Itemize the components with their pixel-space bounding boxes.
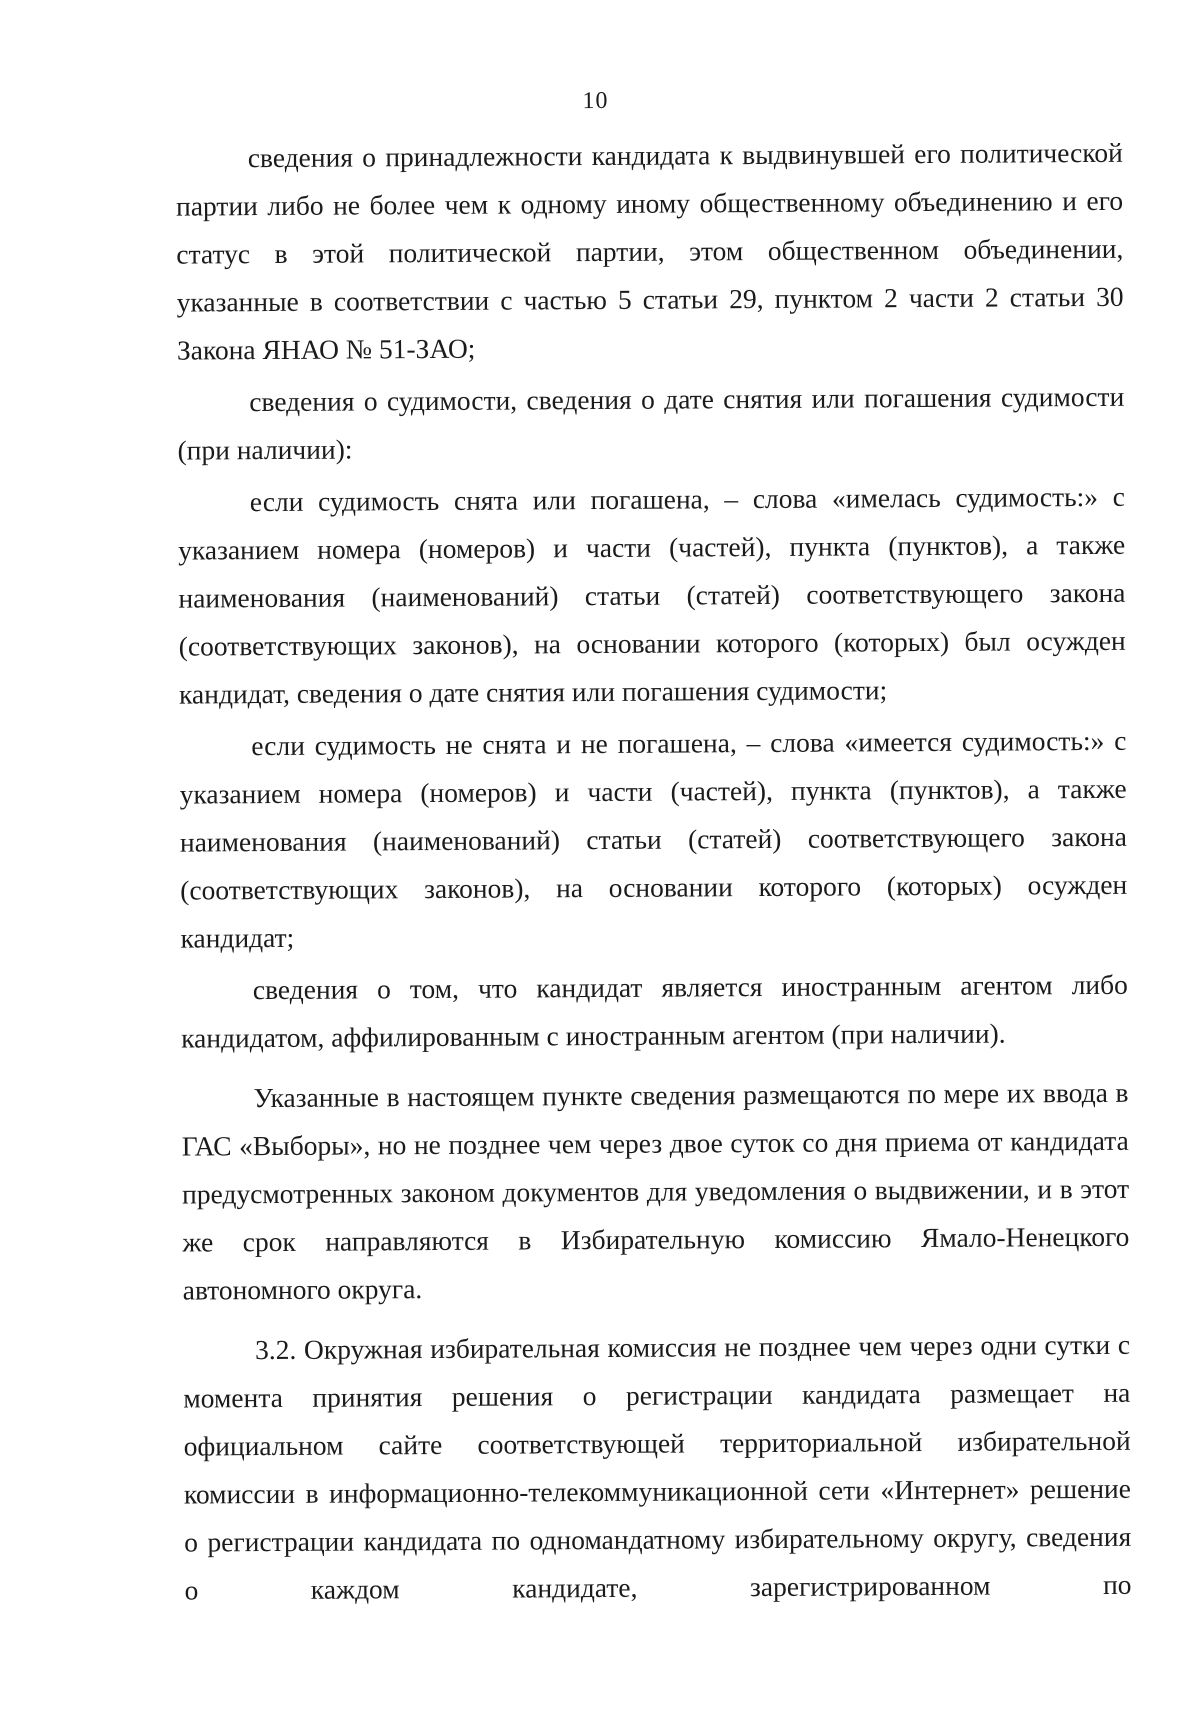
paragraph-foreign-agent: сведения о том, что кандидат является иностранным агентом либо кандидатом, аффилированным с иностранным агентом (при наличии). [181,968,1128,1054]
paragraph-section-3-2: 3.2. Окружная избирательная комиссия не позднее чем через одни сутки с момента принятия решения о регистрации кандидата размещает на официальном сайте соответствующей территориальной избирательной комиссии в информационно-телекоммуникационной сети «Интернет» решение о регистрации кандидата по одномандатному избирательному округу, сведения о каждом кандидате, зарегистрированном по [183,1328,1132,1606]
paragraph-record-expunged: если судимость снята или погашена, – слова «имелась судимость:» с указанием номера (номеров) и части (частей), пункта (пунктов), а также наименования (наименований) статьи (статей) соответствующего закона (соответствующих законов), на основании которого (которых) был осужден кандидат, сведения о дате снятия или погашения судимости; [178,480,1126,710]
document-body [176,129,1132,1619]
paragraph-party-affiliation: сведения о принадлежности кандидата к выдвинувшей его политической партии либо не более чем к одному иному общественному объединению и его статус в этой политической партии, этом общественном объединении, указанные в соответствии с частью 5 статьи 29, пунктом 2 части 2 статьи 30 Закона ЯНАО № 51-ЗАО; [175,136,1124,366]
paragraph-publication-terms: Указанные в настоящем пункте сведения размещаются по мере их ввода в ГАС «Выборы», но не позднее чем через двое суток со дня приема от кандидата предусмотренных законом документов для уведомления о выдвижении, и в этот же срок направляются в Избирательную комиссию Ямало-Ненецкого автономного округа. [181,1076,1130,1306]
paragraph-criminal-record: сведения о судимости, сведения о дате снятия или погашения судимости (при наличии): [177,380,1125,466]
page-number: 10 [582,87,609,115]
paragraph-record-active: если судимость не снята и не погашена, – слова «имеется судимость:» с указанием номера (номеров) и части (частей), пункта (пунктов), а также наименования (наименований) статьи (статей) соответствующего закона (соответствующих законов), на основании которого (которых) осужден кандидат; [179,724,1128,954]
